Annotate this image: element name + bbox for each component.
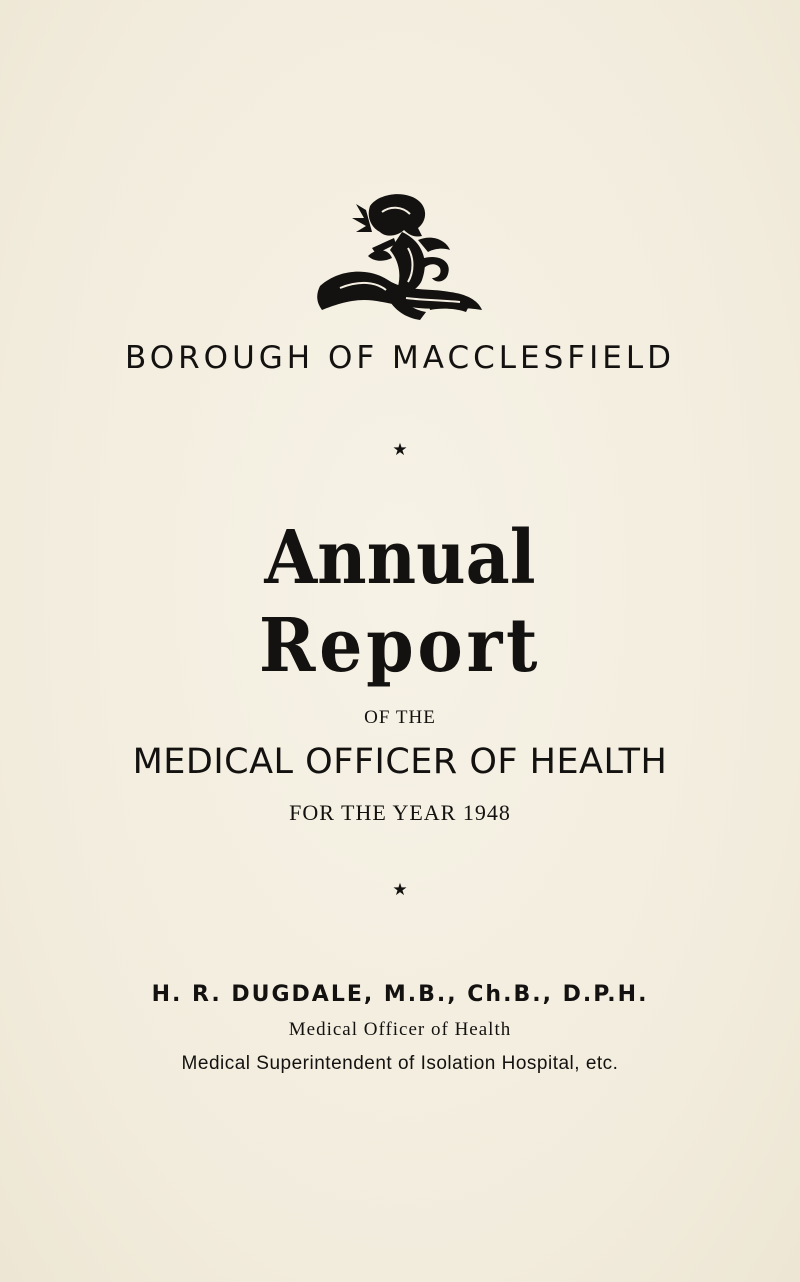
- title-line-report: Report: [258, 603, 542, 689]
- author-role: Medical Officer of Health: [288, 1019, 512, 1040]
- title-line-annual: Annual: [264, 515, 536, 601]
- title-connector: OF THE: [364, 707, 436, 728]
- star-divider-bottom-icon: ★: [392, 880, 408, 900]
- author-additional-role: Medical Superintendent of Isolation Hospital, etc.: [181, 1053, 619, 1074]
- report-year: FOR THE YEAR 1948: [289, 800, 511, 825]
- report-subject: MEDICAL OFFICER OF HEALTH: [132, 742, 668, 782]
- author-name: H. R. DUGDALE, M.B., Ch.B., D.P.H.: [151, 982, 649, 1007]
- lion-crest-icon: [310, 188, 490, 328]
- star-divider-top-icon: ★: [392, 440, 408, 460]
- borough-name: BOROUGH OF MACCLESFIELD: [125, 340, 675, 376]
